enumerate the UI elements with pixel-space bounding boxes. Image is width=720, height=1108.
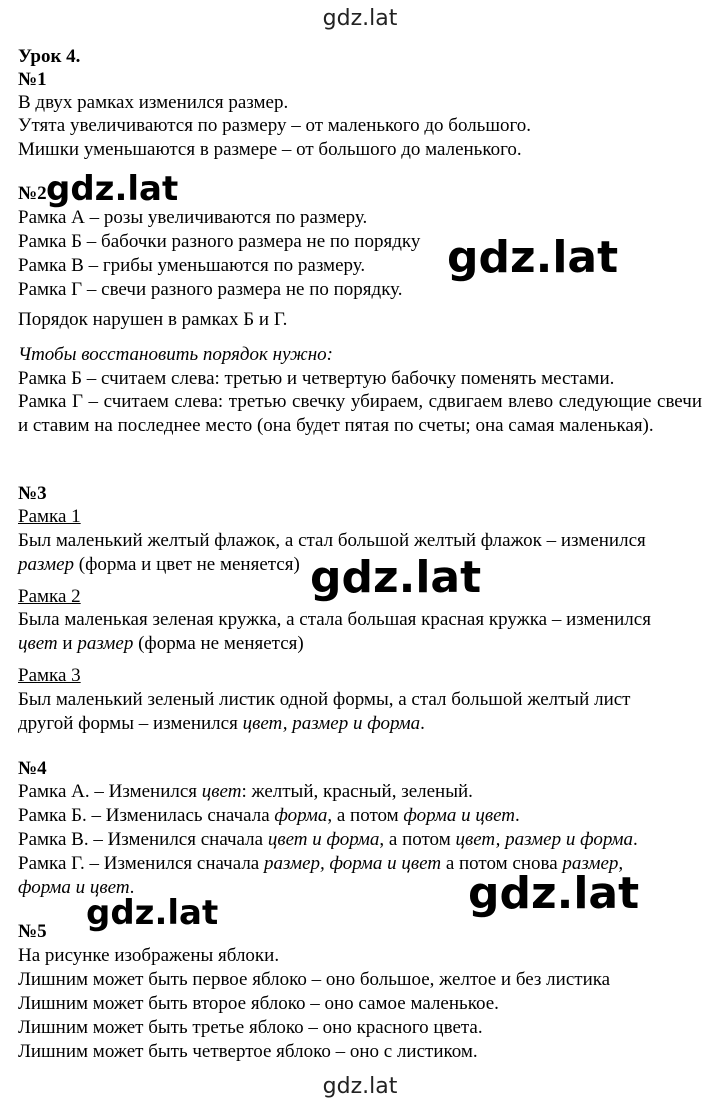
exercise-3-number: №3 <box>18 483 47 504</box>
frame-2-line: Была маленькая зеленая кружка, а стала большая красная кружка – изменился <box>18 609 651 630</box>
frame-3-line-2: другой формы – изменился цвет, размер и форма. <box>18 713 425 734</box>
exercise-2-fix-b: Рамка Б – считаем слева: третью и четвертую бабочку поменять местами. <box>18 368 615 389</box>
exercise-1-line: Мишки уменьшаются в размере – от большого до маленького. <box>18 139 522 160</box>
exercise-5-number: №5 <box>18 921 47 942</box>
watermark-overlay: gdz.lat <box>46 169 179 209</box>
exercise-2-line: Рамка А – розы увеличиваются по размеру. <box>18 207 368 228</box>
exercise-2-conclusion: Порядок нарушен в рамках Б и Г. <box>18 309 288 330</box>
exercise-5-line: На рисунке изображены яблоки. <box>18 945 280 966</box>
exercise-4-frame-g-end: форма и цвет. <box>18 877 135 898</box>
exercise-2-number: №2 <box>18 183 47 204</box>
exercise-4-frame-b: Рамка Б. – Изменилась сначала форма, а потом форма и цвет. <box>18 805 520 826</box>
watermark-bottom: gdz.lat <box>322 1074 398 1099</box>
exercise-2-line: Рамка В – грибы уменьшаются по размеру. <box>18 255 366 276</box>
exercise-1-number: №1 <box>18 69 47 90</box>
exercise-2-line: Рамка Б – бабочки разного размера не по порядку <box>18 231 421 252</box>
watermark-overlay: gdz.lat <box>447 232 619 283</box>
watermark-overlay: gdz.lat <box>310 552 482 603</box>
exercise-4-frame-a: Рамка А. – Изменился цвет: желтый, красный, зеленый. <box>18 781 473 802</box>
exercise-5-line: Лишним может быть первое яблоко – оно большое, желтое и без листика <box>18 969 611 990</box>
watermark-overlay: gdz.lat <box>468 868 640 919</box>
frame-1-line-2: размер (форма и цвет не меняется) <box>18 554 300 575</box>
exercise-2-line: Рамка Г – свечи разного размера не по порядку. <box>18 279 403 300</box>
exercise-4-number: №4 <box>18 758 47 779</box>
exercise-1-line: Утята увеличиваются по размеру – от маленького до большого. <box>18 115 532 136</box>
exercise-4-frame-g: Рамка Г. – Изменился сначала размер, форма и цвет а потом снова размер, <box>18 853 624 874</box>
exercise-2-fix-heading: Чтобы восстановить порядок нужно: <box>18 344 333 365</box>
frame-2-line-2: цвет и размер (форма не меняется) <box>18 633 304 654</box>
watermark-overlay: gdz.lat <box>86 893 219 933</box>
frame-1-title: Рамка 1 <box>18 506 81 527</box>
frame-2-title: Рамка 2 <box>18 586 81 607</box>
frame-1-line: Был маленький желтый флажок, а стал большой желтый флажок – изменился <box>18 530 646 551</box>
exercise-4-frame-v: Рамка В. – Изменился сначала цвет и форма, а потом цвет, размер и форма. <box>18 829 638 850</box>
exercise-5-line: Лишним может быть третье яблоко – оно красного цвета. <box>18 1017 483 1038</box>
exercise-1-line: В двух рамках изменился размер. <box>18 92 289 113</box>
exercise-5-line: Лишним может быть четвертое яблоко – оно с листиком. <box>18 1041 478 1062</box>
exercise-5-line: Лишним может быть второе яблоко – оно самое маленькое. <box>18 993 499 1014</box>
frame-3-line: Был маленький зеленый листик одной формы, а стал большой желтый лист <box>18 689 631 710</box>
frame-3-title: Рамка 3 <box>18 665 81 686</box>
watermark-top: gdz.lat <box>322 6 398 31</box>
exercise-2-fix-g: Рамка Г – считаем слева: третью свечку убираем, сдвигаем влево следующие свечи и ставим на последнее место (она будет пятая по счеты; она самая маленькая). <box>18 391 702 436</box>
lesson-title: Урок 4. <box>18 46 81 67</box>
